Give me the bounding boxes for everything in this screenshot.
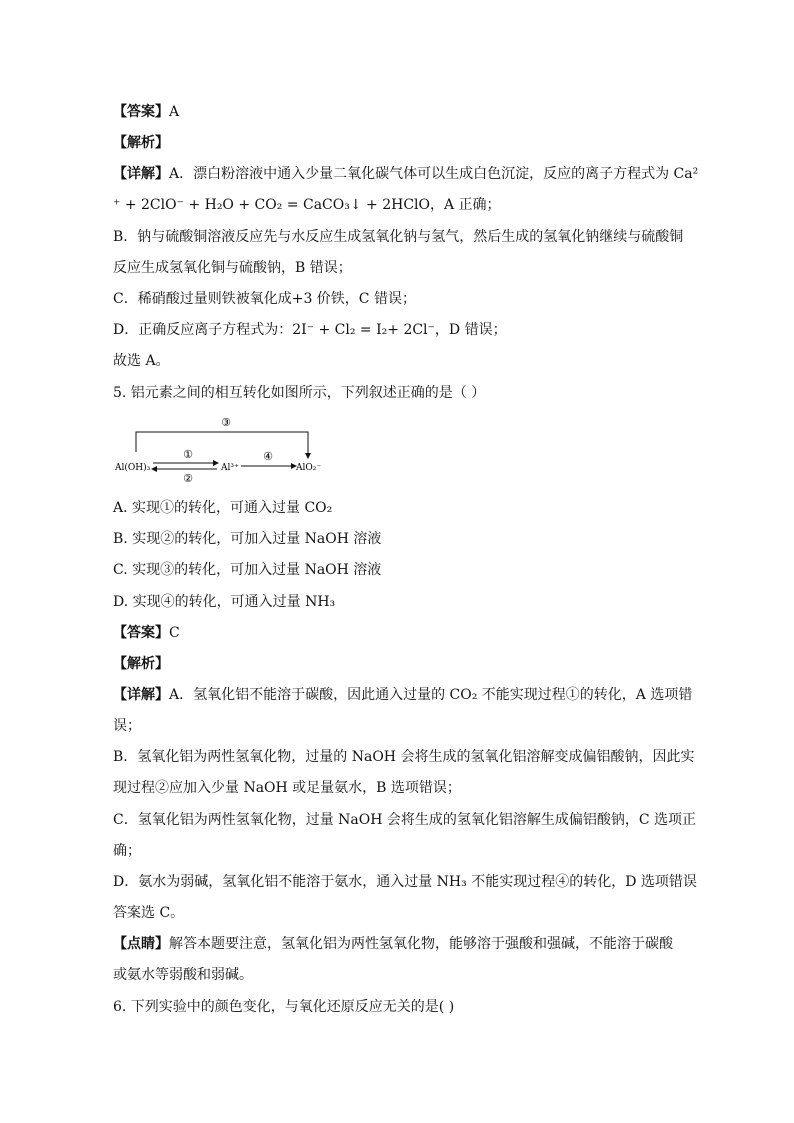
detail-line: D．正确反应离子方程式为：2I⁻ + Cl₂ = I₂+ 2Cl⁻，D 错误； <box>113 322 507 338</box>
answer-line-q4 <box>113 102 179 122</box>
path-2-arrowhead <box>151 466 157 472</box>
detail-line: 【详解】A．漂白粉溶液中通入少量二氧化碳气体可以生成白色沉淀，反应的离子方程式为 Ca² <box>113 166 699 182</box>
path-1-arrowhead <box>213 460 219 466</box>
label-3: ③ <box>221 416 231 429</box>
analysis-heading-q4 <box>113 133 169 153</box>
analysis-tag: 【解析】 <box>113 656 169 672</box>
question-5-stem: 5. 铝元素之间的相互转化如图所示，下列叙述正确的是（ ） <box>113 385 486 401</box>
species-alo2minus: AlO₂⁻ <box>296 463 322 473</box>
detail-line: 误； <box>113 718 141 734</box>
species-al3plus: Al³⁺ <box>221 463 239 473</box>
analysis-tag: 【解析】 <box>113 135 169 151</box>
detail-line: 答案选 C。 <box>113 905 185 921</box>
detail-line: D．氨水为弱碱，氢氧化铝不能溶于氨水，通入过量 NH₃ 不能实现过程④的转化，D 选项错误 <box>113 874 697 890</box>
analysis-heading-q5 <box>113 654 169 674</box>
key-point-line: 或氨水等弱酸和弱碱。 <box>113 967 253 983</box>
answer-tag: 【答案】 <box>113 625 169 641</box>
key-point-tag: 【点睛】 <box>113 936 169 952</box>
detail-tag: 【详解】 <box>113 687 169 703</box>
label-1: ① <box>183 448 193 461</box>
answer-tag: 【答案】 <box>113 104 169 120</box>
question-6-stem: 6. 下列实验中的颜色变化，与氧化还原反应无关的是( ) <box>113 999 455 1015</box>
aluminum-conversion-diagram <box>113 412 333 482</box>
species-aloh3: Al(OH)₃ <box>115 463 151 473</box>
option-a: A. 实现①的转化，可通入过量 CO₂ <box>113 500 333 516</box>
detail-line: B．氢氧化铝为两性氢氧化物，过量的 NaOH 会将生成的氢氧化铝溶解变成偏铝酸钠，因此实 <box>113 749 695 765</box>
label-4: ④ <box>263 450 273 463</box>
detail-line: B．钠与硫酸铜溶液反应先与水反应生成氢氧化钠与氢气，然后生成的氢氧化钠继续与硫酸铜 <box>113 229 684 245</box>
key-point-line: 【点睛】解答本题要注意，氢氧化铝为两性氢氧化物，能够溶于强酸和强碱，不能溶于碳酸 <box>113 936 673 952</box>
detail-line: 反应生成氢氧化铜与硫酸钠，B 错误； <box>113 260 352 276</box>
detail-line: C．稀硝酸过量则铁被氧化成+3 价铁，C 错误； <box>113 291 416 307</box>
detail-line: C．氢氧化铝为两性氢氧化物，过量 NaOH 会将生成的氢氧化铝溶解生成偏铝酸钠，C 选项正 <box>113 812 697 828</box>
option-b: B. 实现②的转化，可加入过量 NaOH 溶液 <box>113 531 382 547</box>
detail-tag: 【详解】 <box>113 166 169 182</box>
detail-line: 故选 A。 <box>113 353 170 369</box>
label-2: ② <box>183 472 193 482</box>
path-3-arrowhead <box>305 453 311 459</box>
detail-line: 【详解】A．氢氧化铝不能溶于碳酸，因此通入过量的 CO₂ 不能实现过程①的转化，A 选项错 <box>113 687 693 703</box>
answer-line-q5 <box>113 623 180 643</box>
detail-line: ⁺ + 2ClO⁻ + H₂O + CO₂ = CaCO₃↓ + 2HClO，A 正确； <box>113 197 501 213</box>
path-3-line <box>136 432 308 454</box>
detail-line: 确； <box>113 843 141 859</box>
detail-line: 现过程②应加入少量 NaOH 或足量氨水，B 选项错误； <box>113 780 461 796</box>
option-c: C. 实现③的转化，可加入过量 NaOH 溶液 <box>113 562 382 578</box>
answer-text: A <box>169 104 180 120</box>
option-d: D. 实现④的转化，可通入过量 NH₃ <box>113 594 336 610</box>
answer-text: C <box>169 625 180 641</box>
